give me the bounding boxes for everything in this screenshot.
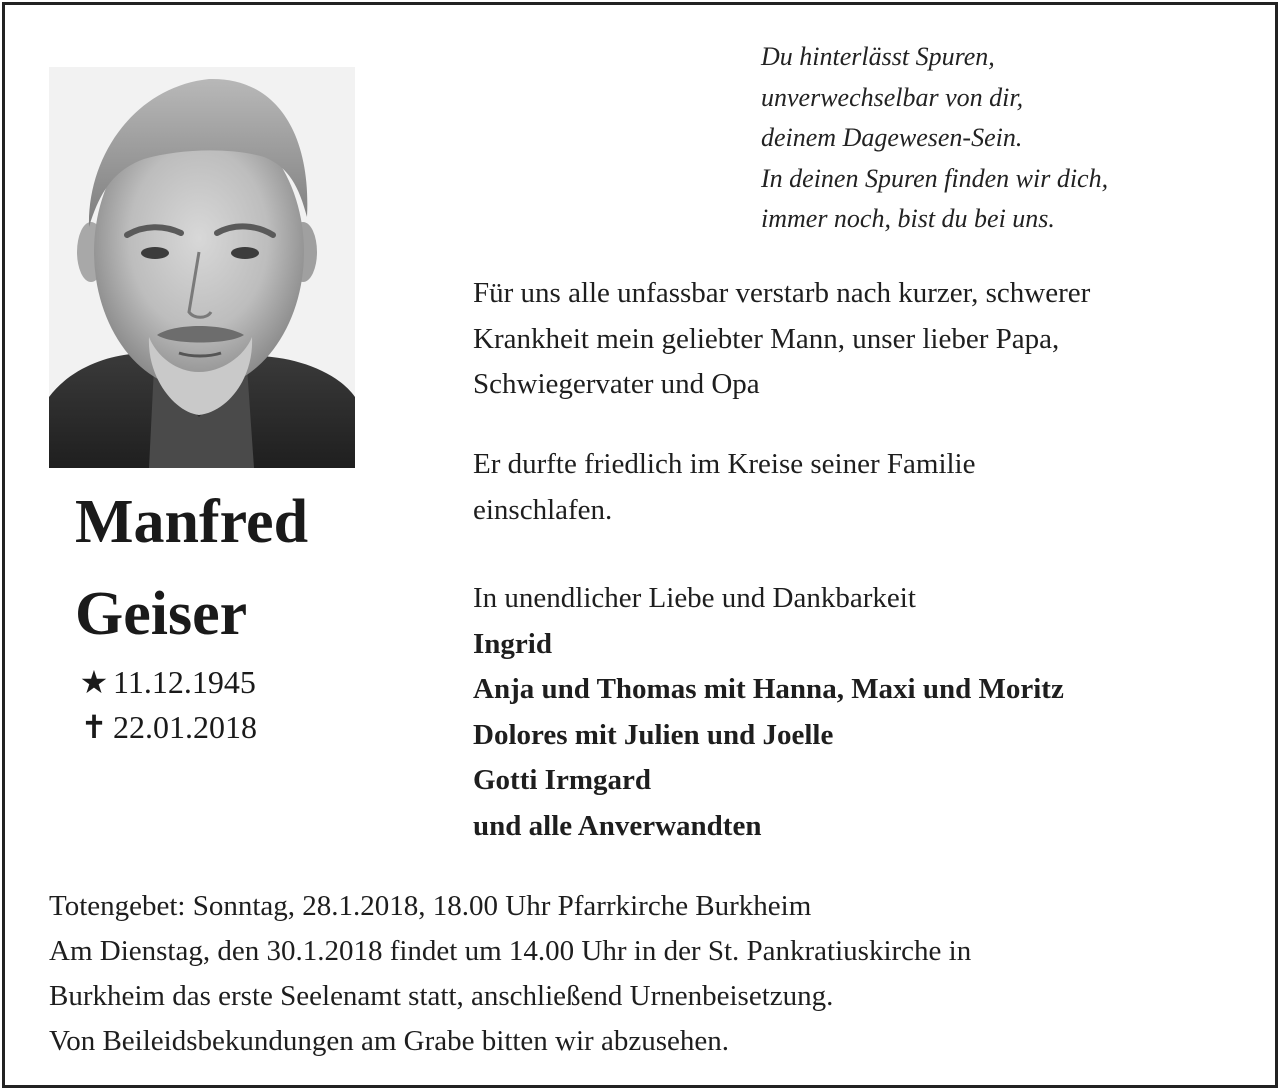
mourner-name: Anja und Thomas mit Hanna, Maxi und Moritz — [473, 673, 1064, 705]
peaceful-passing-text — [473, 442, 976, 533]
announcement-line: Für uns alle unfassbar verstarb nach kurzer, schwerer — [473, 277, 1091, 309]
deceased-first-name: Manfred — [75, 488, 309, 556]
mourners-list — [473, 576, 1064, 849]
mourner-name: Ingrid — [473, 627, 552, 660]
peaceful-line: einschlafen. — [473, 493, 613, 526]
poem-line: In deinen Spuren finden wir dich, — [761, 163, 1109, 193]
death-date: 22.01.2018 — [113, 709, 257, 745]
star-icon: ★ — [79, 664, 109, 700]
service-line: Am Dienstag, den 30.1.2018 findet um 14.00 Uhr in der St. Pankratiuskirche in — [49, 935, 972, 967]
mourner-name: Dolores mit Julien und Joelle — [473, 718, 834, 751]
portrait-photo — [49, 67, 355, 468]
poem-line: Du hinterlässt Spuren, — [761, 42, 995, 71]
announcement-line: Schwiegervater und Opa — [473, 368, 760, 400]
memorial-poem — [761, 37, 1108, 240]
peaceful-line: Er durfte friedlich im Kreise seiner Familie — [473, 448, 976, 480]
death-date-row — [75, 711, 257, 743]
mourners-intro: In unendlicher Liebe und Dankbarkeit — [473, 582, 916, 614]
announcement-line: Krankheit mein geliebter Mann, unser lieber Papa, — [473, 322, 1060, 355]
birth-date-row — [75, 666, 256, 698]
service-line: Totengebet: Sonntag, 28.1.2018, 18.00 Uhr Pfarrkirche Burkheim — [49, 890, 812, 922]
mourner-name: und alle Anverwandten — [473, 809, 762, 842]
poem-line: unverwechselbar von dir, — [761, 82, 1024, 112]
service-details — [49, 884, 971, 1064]
cross-icon: ✝ — [80, 709, 108, 745]
service-line: Burkheim das erste Seelenamt statt, anschließend Urnenbeisetzung. — [49, 980, 834, 1012]
birth-date: 11.12.1945 — [113, 664, 256, 700]
obituary-card — [2, 2, 1278, 1088]
poem-line: immer noch, bist du bei uns. — [761, 204, 1055, 233]
service-line: Von Beileidsbekundungen am Grabe bitten wir abzusehen. — [49, 1025, 729, 1057]
poem-line: deinem Dagewesen-Sein. — [761, 123, 1023, 152]
death-announcement — [473, 271, 1090, 408]
deceased-last-name: Geiser — [75, 580, 248, 648]
mourner-name: Gotti Irmgard — [473, 764, 651, 796]
